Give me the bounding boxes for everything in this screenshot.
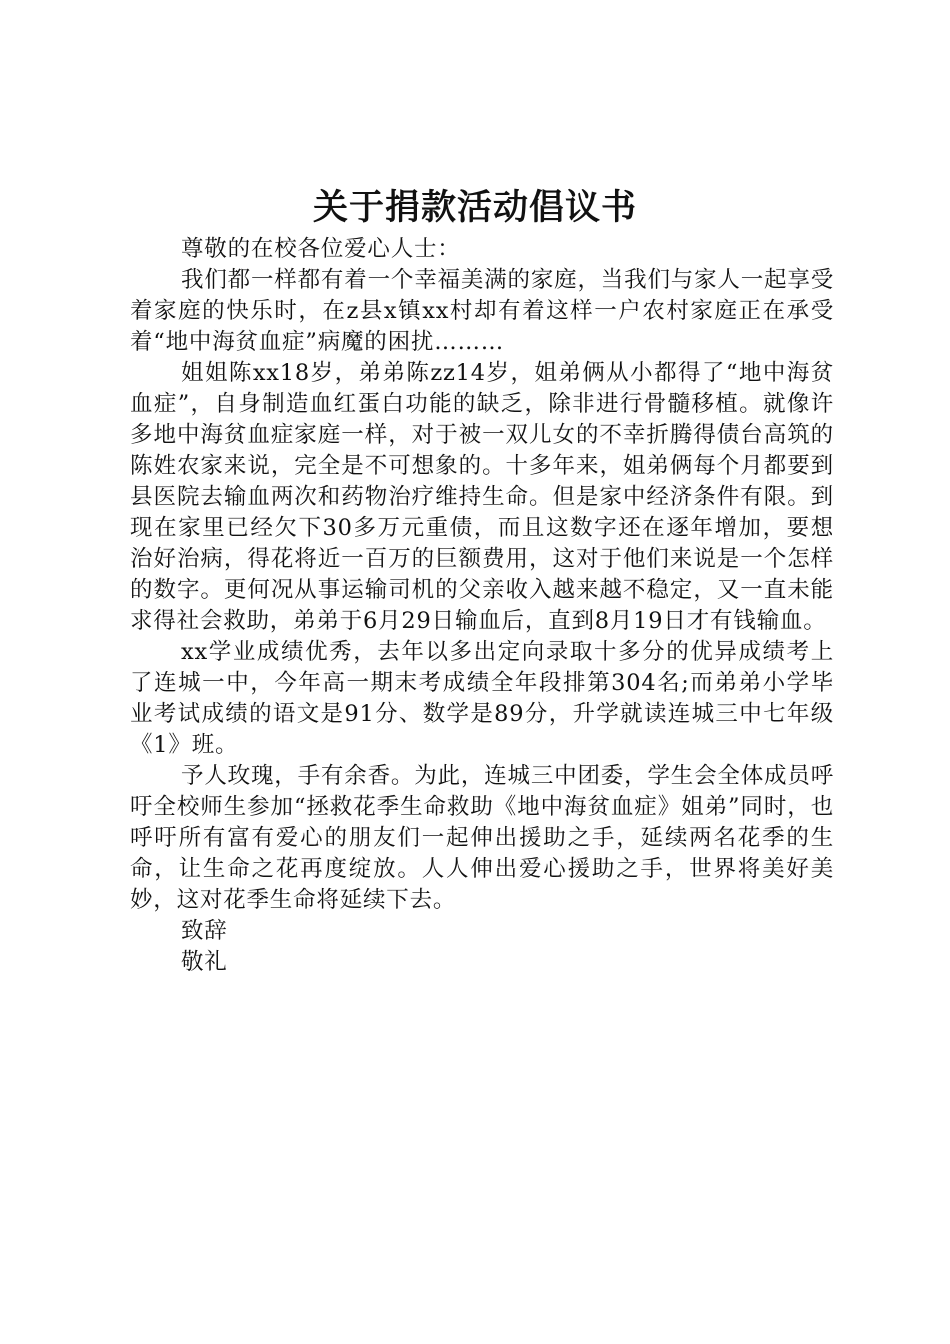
document-title: 关于捐款活动倡议书	[312, 188, 637, 228]
paragraph-3: xx学业成绩优秀，去年以多出定向录取十多分的优异成绩考上了连城一中，今年高一期末考成绩全年段排第304名;而弟弟小学毕业考试成绩的语文是91分、数学是89分，升学就读连城三中七年级《1》班。	[130, 639, 834, 758]
closing-regards: 敬礼	[181, 949, 228, 975]
paragraph-4: 予人玫瑰，手有余香。为此，连城三中团委，学生会全体成员呼吁全校师生参加“拯救花季生命救助《地中海贫血症》姐弟”同时，也呼吁所有富有爱心的朋友们一起伸出援助之手，延续两名花季的生命，让生命之花再度绽放。人人伸出爱心援助之手，世界将美好美妙，这对花季生命将延续下去。	[130, 763, 834, 913]
closing-greeting: 致辞	[181, 918, 228, 944]
salutation: 尊敬的在校各位爱心人士：	[181, 236, 461, 262]
document-body	[130, 234, 834, 978]
paragraph-2: 姐姐陈xx18岁，弟弟陈zz14岁，姐弟俩从小都得了“地中海贫血症”，自身制造血红蛋白功能的缺乏，除非进行骨髓移植。就像许多地中海贫血症家庭一样，对于被一双儿女的不幸折腾得债台高筑的陈姓农家来说，完全是不可想象的。十多年来，姐弟俩每个月都要到县医院去输血两次和药物治疗维持生命。但是家中经济条件有限。到现在家里已经欠下30多万元重债，而且这数字还在逐年增加，要想治好治病，得花将近一百万的巨额费用，这对于他们来说是一个怎样的数字。更何况从事运输司机的父亲收入越来越不稳定，又一直未能求得社会救助，弟弟于6月29日输血后，直到8月19日才有钱输血。	[130, 360, 834, 634]
paragraph-1: 我们都一样都有着一个幸福美满的家庭，当我们与家人一起享受着家庭的快乐时，在z县x镇xx村却有着这样一户农村家庭正在承受着“地中海贫血症”病魔的困扰………	[130, 267, 834, 355]
